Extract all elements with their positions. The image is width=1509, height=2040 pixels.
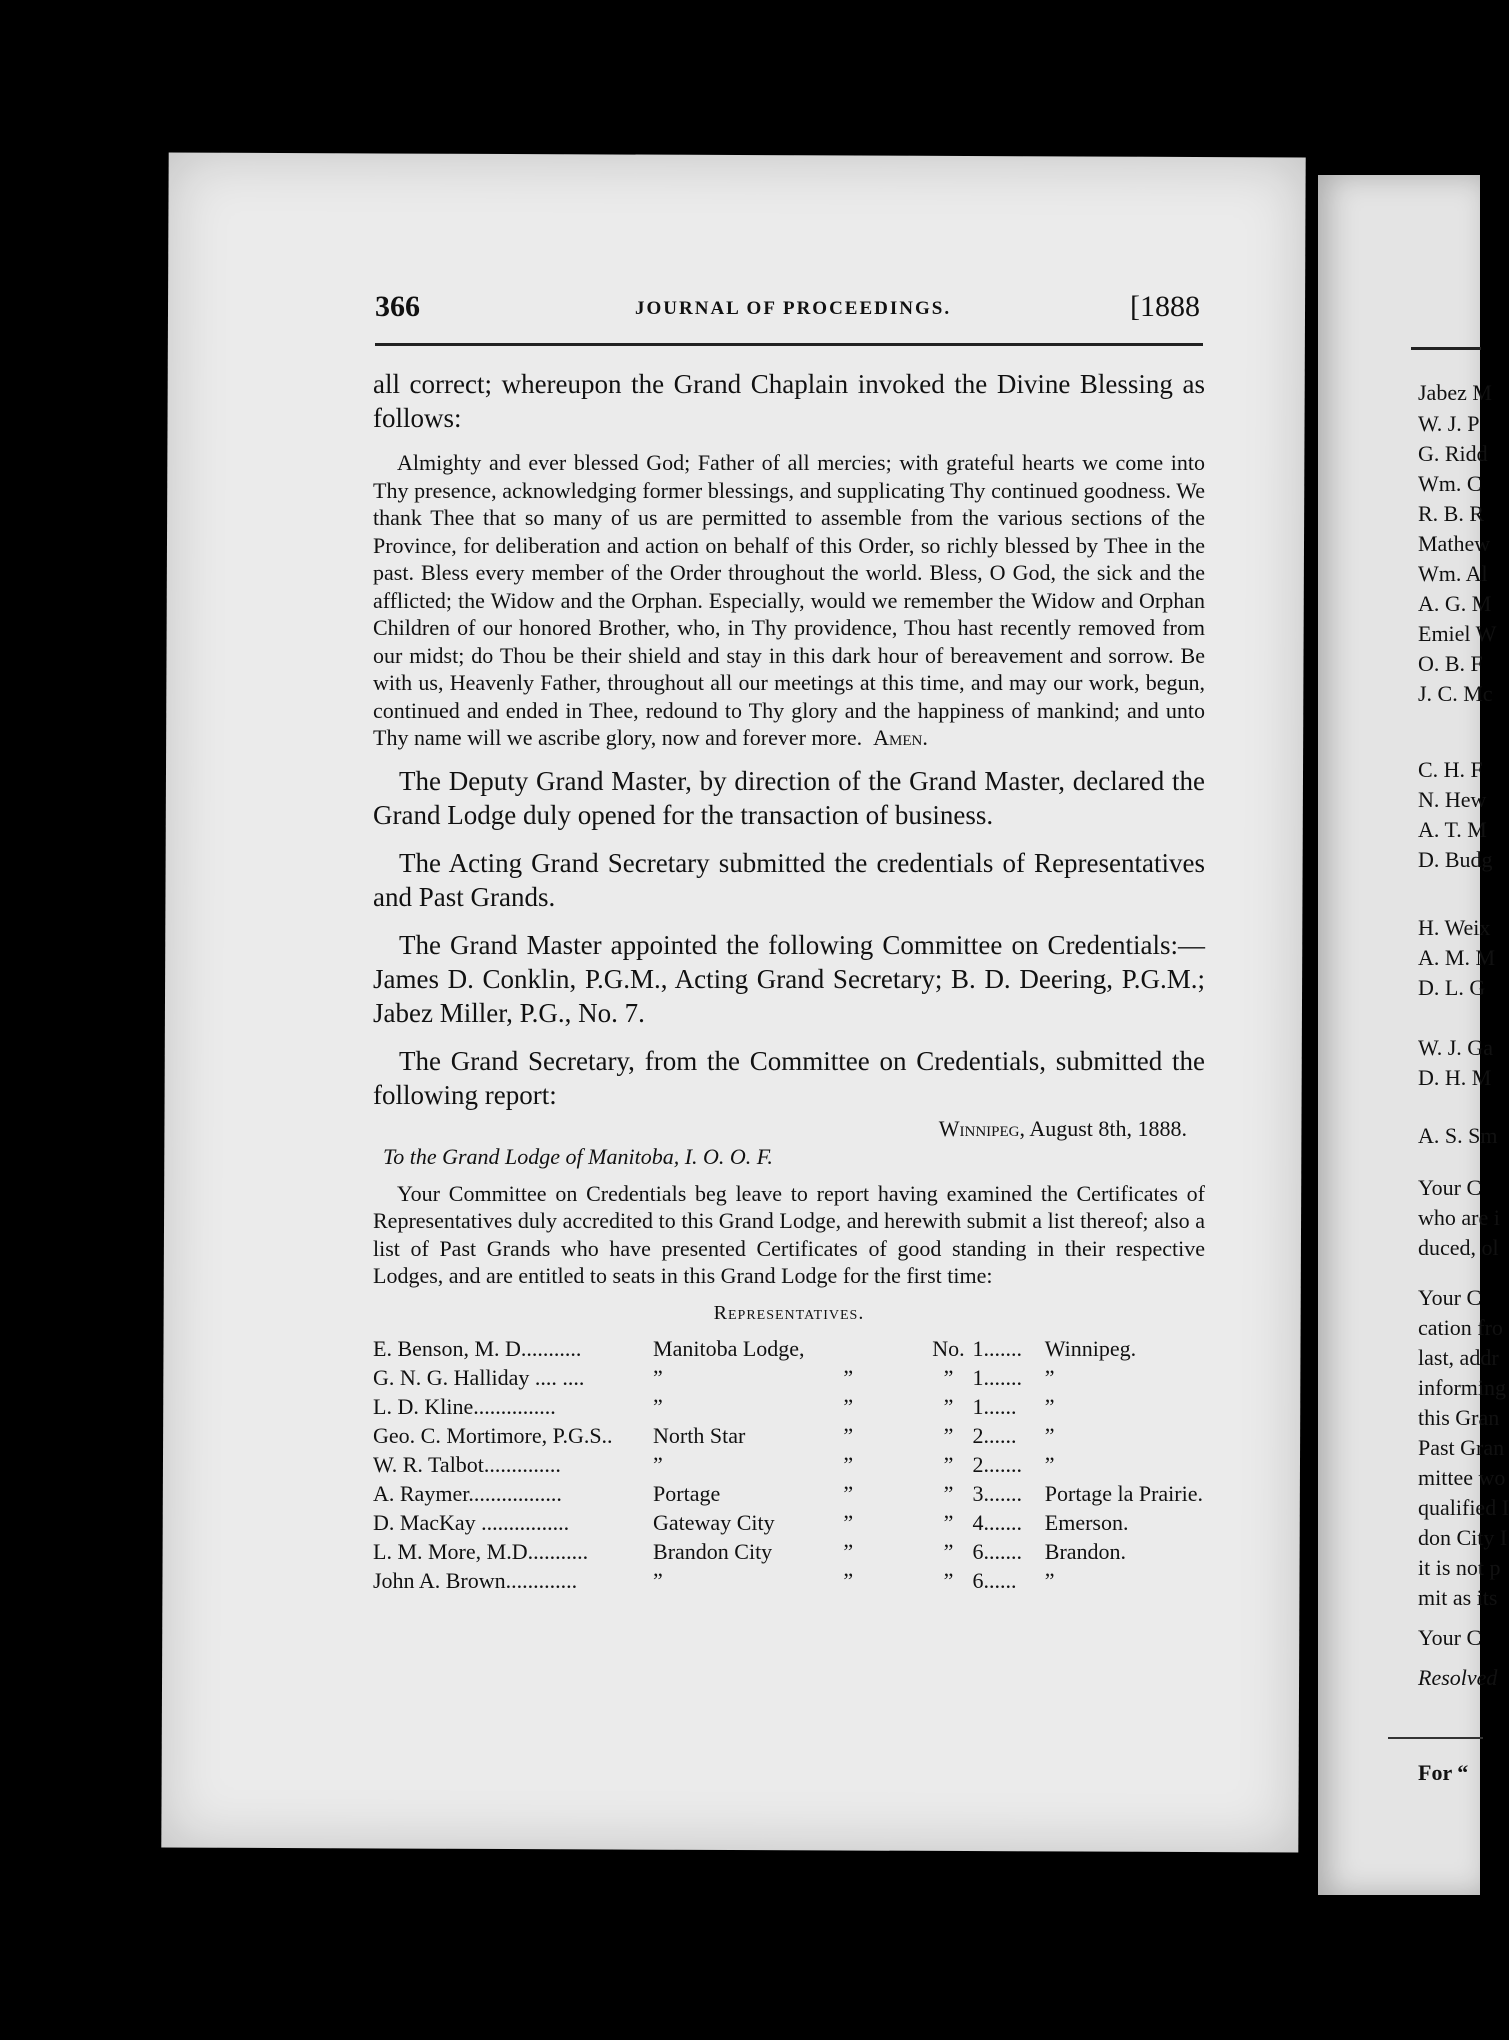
right-page-line: W. J. Ga — [1418, 1035, 1493, 1060]
rep-city: ” — [1044, 1394, 1055, 1419]
right-page-line: Wm. C — [1418, 471, 1482, 496]
rep-no: ” — [943, 1510, 954, 1535]
right-page-line: don City I — [1418, 1525, 1508, 1550]
right-page-line: O. B. F — [1418, 651, 1483, 676]
paragraph: The Grand Master appointed the following Committee on Credentials:—James D. Conklin, P.G.M., Acting Grand Secretary; B. D. Deering, P.G.M.; Jabez Miller, P.G., No. 7. — [373, 929, 1205, 1028]
report-text: Your Committee on Credentials beg leave to report having examined the Certificates of Representatives duly accredited to this Grand Lodge, and herewith submit a list thereof; also a list of Past Grands who have presented Certificates of good standing in their respective Lodges, and are entitled to seats in this Grand Lodge for the first time: — [373, 1180, 1205, 1288]
rep-num: 6...... — [972, 1568, 1017, 1593]
right-page-line: it is not p — [1418, 1555, 1501, 1580]
right-page-line: D. L. G — [1418, 975, 1486, 1000]
rep-d2 — [871, 1509, 924, 1538]
right-page-line: H. Weix — [1418, 915, 1491, 940]
rep-no: ” — [943, 1452, 954, 1477]
rep-d2 — [871, 1422, 924, 1451]
right-page-line: W. J. P — [1418, 411, 1480, 436]
rep-d1: ” — [843, 1423, 854, 1448]
right-page-line: mit as its — [1418, 1585, 1498, 1610]
rep-name: E. Benson, M. D........... — [373, 1336, 582, 1361]
right-page-line: For “ — [1418, 1760, 1469, 1785]
table-row — [373, 1422, 1203, 1451]
header-year: [1888 — [1130, 290, 1200, 323]
rep-d2 — [871, 1364, 924, 1393]
table-row — [373, 1538, 1203, 1567]
right-page-line: Mathew — [1418, 531, 1491, 556]
paragraph: The Acting Grand Secretary submitted the credentials of Representatives and Past Grands. — [373, 847, 1205, 912]
representatives-heading: Representatives. — [713, 1301, 865, 1324]
rep-d1: ” — [843, 1481, 854, 1506]
rep-no: ” — [943, 1423, 954, 1448]
rep-num: 2...... — [972, 1423, 1017, 1448]
running-title: JOURNAL OF PROCEEDINGS. — [635, 298, 952, 319]
prayer-text — [373, 449, 1205, 752]
right-page-line: D. Budg — [1418, 847, 1493, 872]
paragraph: The Deputy Grand Master, by direction of the Grand Master, declared the Grand Lodge duly opened for the transaction of business. — [373, 765, 1205, 830]
right-page-line: Emiel W — [1418, 621, 1497, 646]
right-page-line: mittee wo — [1418, 1465, 1506, 1490]
left-page-content — [165, 155, 1302, 1850]
right-page-line: R. B. R — [1418, 501, 1485, 526]
table-row — [373, 1364, 1203, 1393]
right-page-line: A. G. M — [1418, 591, 1492, 616]
rep-lodge: Manitoba Lodge, — [653, 1336, 805, 1361]
rep-name: D. MacKay ................ — [373, 1510, 570, 1535]
place: Winnipeg, — [938, 1115, 1026, 1141]
rep-num: 6....... — [972, 1539, 1023, 1564]
rep-city: ” — [1044, 1365, 1055, 1390]
rep-lodge: ” — [653, 1365, 663, 1390]
rep-city: Winnipeg. — [1044, 1336, 1137, 1361]
rep-name: G. N. G. Halliday .... .... — [373, 1365, 585, 1390]
header-rule — [375, 343, 1203, 346]
page-number: 366 — [375, 290, 420, 323]
right-page-line: last, addr — [1418, 1345, 1499, 1370]
prayer-body: Almighty and ever blessed God; Father of all mercies; with grateful hearts we come into Thy presence, acknowledging former blessings, and supplicating Thy continued goodness. We thank Thee that so many of us are permitted to assemble from the various sections of the Province, for deliberation and action on behalf of this Order, so richly blessed by Thee in the past. Bless every member of the Order throughout the world. Bless, O God, the sick and the afflicted; the Widow and the Orphan. Especially, would we remember the Widow and Orphan Children of our honored Brother, who, in Thy providence, Thou hast recently removed from our midst; do Thou be their shield and stay in this dark hour of bereavement and sorrow. Be with us, Heavenly Father, throughout all our meetings at this time, and may our work, begun, continued and ended in Thee, redound to Thy glory and the happiness of mankind; and unto Thy name will we ascribe glory, now and forever more. — [373, 450, 1205, 750]
rep-d1: ” — [843, 1452, 854, 1477]
rep-city: Portage la Prairie. — [1044, 1481, 1203, 1506]
rep-num: 3....... — [972, 1481, 1023, 1506]
rep-no: ” — [943, 1365, 954, 1390]
right-page-line: G. Ridd — [1418, 441, 1488, 466]
rep-city: ” — [1044, 1452, 1055, 1477]
rep-d1: ” — [843, 1394, 854, 1419]
right-page-line: this Gran — [1418, 1405, 1500, 1430]
right-page-line: Past Gran — [1418, 1435, 1505, 1460]
right-page-line: Your C — [1418, 1625, 1482, 1650]
right-page-line: duced, ol — [1418, 1235, 1499, 1260]
rep-d2 — [871, 1393, 924, 1422]
rep-name: John A. Brown............. — [373, 1568, 578, 1593]
right-page-line: N. Hew — [1418, 787, 1487, 812]
right-page-line: Resolved — [1418, 1665, 1498, 1690]
rep-d1: ” — [843, 1568, 854, 1593]
rep-no: No. — [932, 1336, 965, 1361]
paragraph: The Grand Secretary, from the Committee on Credentials, submitted the following report: — [373, 1045, 1205, 1110]
right-page-line: D. H. M — [1418, 1065, 1492, 1090]
rep-num: 1....... — [972, 1365, 1023, 1390]
representatives-table — [373, 1335, 1203, 1596]
rep-lodge: Brandon City — [653, 1539, 773, 1564]
rep-d2 — [871, 1335, 924, 1364]
rep-d1: ” — [843, 1510, 854, 1535]
table-row — [373, 1451, 1203, 1480]
rep-d1: ” — [843, 1365, 854, 1390]
rep-lodge: Gateway City — [653, 1510, 775, 1535]
right-page-line: who are i — [1418, 1205, 1500, 1230]
table-row — [373, 1393, 1203, 1422]
table-row — [373, 1335, 1203, 1364]
rep-lodge: ” — [653, 1452, 663, 1477]
right-page — [1318, 175, 1509, 1895]
rep-d2 — [871, 1538, 924, 1567]
right-page-line: informing — [1418, 1375, 1506, 1400]
address-line: To the Grand Lodge of Manitoba, I. O. O. F. — [383, 1143, 773, 1169]
right-page-rule — [1411, 347, 1481, 350]
rep-d1 — [825, 1335, 871, 1364]
rep-name: A. Raymer................. — [373, 1481, 562, 1506]
rep-city: Emerson. — [1044, 1510, 1129, 1535]
rep-num: 4....... — [972, 1510, 1023, 1535]
rep-city: ” — [1044, 1423, 1055, 1448]
place-date — [373, 1116, 1187, 1142]
rep-no: ” — [943, 1481, 954, 1506]
rep-no: ” — [943, 1539, 954, 1564]
right-page-line: Your C — [1418, 1285, 1482, 1310]
date: August 8th, 1888. — [1029, 1115, 1187, 1141]
rep-lodge: ” — [653, 1394, 663, 1419]
right-page-line: Jabez M — [1418, 380, 1492, 405]
rep-num: 2....... — [972, 1452, 1023, 1477]
right-page-line: A. T. M — [1418, 817, 1487, 842]
right-page-line: A. M. M — [1418, 945, 1496, 970]
right-page-line: cation fro — [1418, 1315, 1503, 1340]
table-row — [373, 1480, 1203, 1509]
rep-city: ” — [1044, 1568, 1055, 1593]
page-body — [373, 367, 1205, 1596]
rep-lodge: ” — [653, 1568, 663, 1593]
right-page-line: C. H. F — [1418, 757, 1483, 782]
rep-no: ” — [943, 1568, 954, 1593]
rep-d1: ” — [843, 1539, 854, 1564]
rep-lodge: North Star — [653, 1423, 746, 1448]
right-page-line: Wm. Al — [1418, 561, 1488, 586]
rep-lodge: Portage — [653, 1481, 721, 1506]
rep-no: ” — [943, 1394, 954, 1419]
rep-name: L. D. Kline............... — [373, 1394, 556, 1419]
right-page-line: J. C. Mc — [1418, 681, 1493, 706]
right-page-line: Your C — [1418, 1175, 1482, 1200]
rep-d2 — [871, 1480, 924, 1509]
amen: Amen. — [873, 725, 928, 750]
rep-d2 — [871, 1567, 924, 1596]
table-row — [373, 1509, 1203, 1538]
rep-name: W. R. Talbot.............. — [373, 1452, 561, 1477]
rep-name: Geo. C. Mortimore, P.G.S.. — [373, 1423, 613, 1448]
rep-name: L. M. More, M.D........... — [373, 1539, 589, 1564]
right-page-rule — [1388, 1737, 1483, 1739]
rep-num: 1...... — [972, 1394, 1017, 1419]
right-page-line: qualified I — [1418, 1495, 1509, 1520]
rep-num: 1....... — [972, 1336, 1023, 1361]
page-header — [375, 290, 1200, 330]
rep-d2 — [871, 1451, 924, 1480]
paragraph: all correct; whereupon the Grand Chaplain invoked the Divine Blessing as follows: — [373, 369, 1205, 433]
table-row — [373, 1567, 1203, 1596]
right-page-line: A. S. Sm — [1418, 1123, 1498, 1148]
rep-city: Brandon. — [1044, 1539, 1127, 1564]
